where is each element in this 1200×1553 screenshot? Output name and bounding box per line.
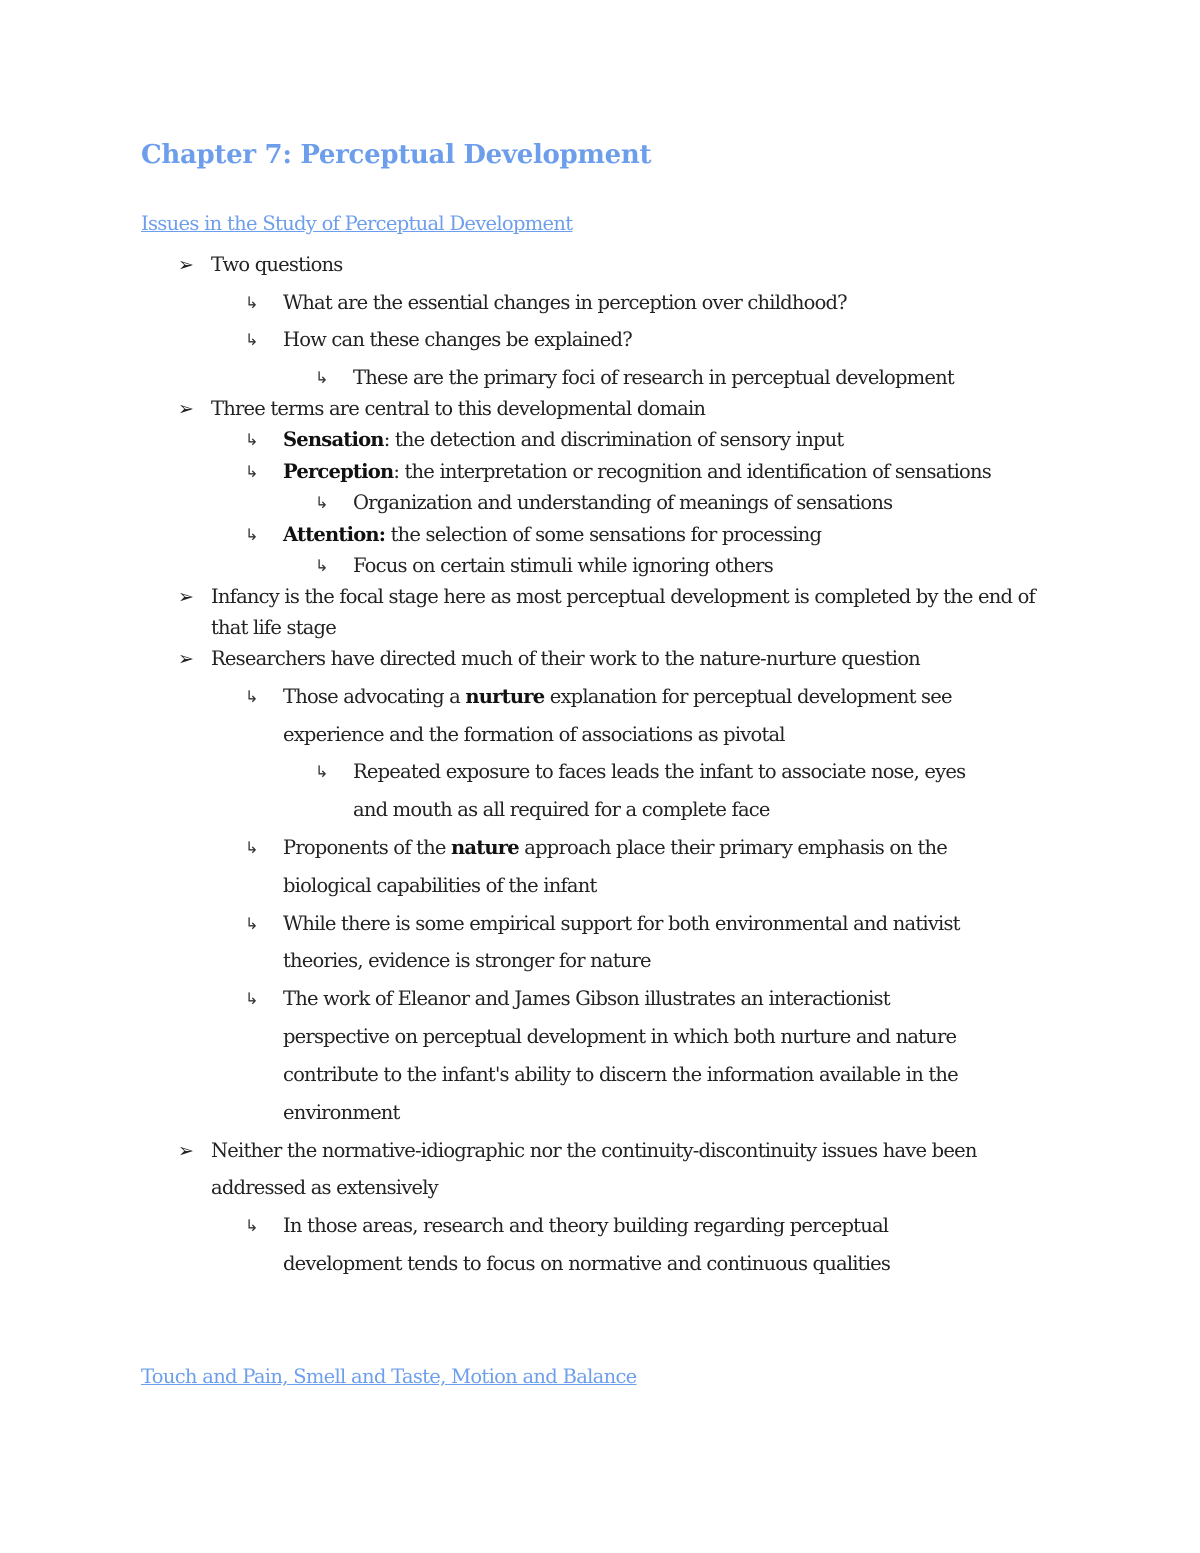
text-run: Proponents of the bbox=[283, 836, 451, 859]
list-item-continuation: environment bbox=[283, 1101, 400, 1124]
arrowhead-bullet-icon: ➢ bbox=[178, 254, 194, 276]
list-item-continuation: biological capabilities of the infant bbox=[283, 874, 597, 897]
list-item: Two questions bbox=[211, 253, 343, 276]
list-item bbox=[283, 459, 991, 485]
sub-arrow-icon: ↳ bbox=[315, 762, 329, 781]
list-item: While there is some empirical support for both environmental and nativist bbox=[283, 912, 960, 935]
list-item: These are the primary foci of research in perceptual development bbox=[353, 366, 954, 389]
term-perception: Perception bbox=[283, 460, 394, 483]
sub-arrow-icon: ↳ bbox=[315, 556, 329, 575]
section-heading-issues[interactable]: Issues in the Study of Perceptual Development bbox=[141, 212, 573, 235]
sub-arrow-icon: ↳ bbox=[315, 493, 329, 512]
term-definition: : the interpretation or recognition and identification of sensations bbox=[393, 460, 991, 483]
list-item: Researchers have directed much of their work to the nature-nurture question bbox=[211, 647, 920, 670]
sub-arrow-icon: ↳ bbox=[245, 430, 259, 449]
list-item bbox=[283, 835, 947, 861]
list-item-continuation: experience and the formation of associations as pivotal bbox=[283, 723, 785, 746]
term-definition: : the detection and discrimination of sensory input bbox=[383, 428, 844, 451]
list-item: Three terms are central to this developmental domain bbox=[211, 397, 706, 420]
arrowhead-bullet-icon: ➢ bbox=[178, 1140, 194, 1162]
list-item: Organization and understanding of meanings of sensations bbox=[353, 491, 893, 514]
text-run: approach place their primary emphasis on the bbox=[518, 836, 948, 859]
list-item: Infancy is the focal stage here as most perceptual development is completed by the end of bbox=[211, 585, 1035, 608]
text-run: explanation for perceptual development see bbox=[544, 685, 952, 708]
list-item bbox=[283, 522, 821, 548]
term-nurture: nurture bbox=[465, 685, 545, 708]
sub-arrow-icon: ↳ bbox=[245, 525, 259, 544]
list-item-continuation: contribute to the infant's ability to discern the information available in the bbox=[283, 1063, 958, 1086]
page-title: Chapter 7: Perceptual Development bbox=[141, 140, 652, 170]
arrowhead-bullet-icon: ➢ bbox=[178, 648, 194, 670]
list-item-continuation: theories, evidence is stronger for nature bbox=[283, 949, 651, 972]
section-heading-touch-pain[interactable]: Touch and Pain, Smell and Taste, Motion and Balance bbox=[141, 1365, 637, 1388]
sub-arrow-icon: ↳ bbox=[245, 462, 259, 481]
term-nature: nature bbox=[451, 836, 519, 859]
list-item bbox=[283, 684, 952, 710]
arrowhead-bullet-icon: ➢ bbox=[178, 586, 194, 608]
sub-arrow-icon: ↳ bbox=[245, 838, 259, 857]
text-run: Those advocating a bbox=[283, 685, 466, 708]
sub-arrow-icon: ↳ bbox=[315, 368, 329, 387]
list-item-continuation: that life stage bbox=[211, 616, 336, 639]
list-item-continuation: perspective on perceptual development in which both nurture and nature bbox=[283, 1025, 957, 1048]
sub-arrow-icon: ↳ bbox=[245, 914, 259, 933]
list-item: The work of Eleanor and James Gibson illustrates an interactionist bbox=[283, 987, 890, 1010]
term-attention: Attention: bbox=[283, 523, 386, 546]
list-item: Repeated exposure to faces leads the infant to associate nose, eyes bbox=[353, 760, 966, 783]
term-sensation: Sensation bbox=[283, 428, 384, 451]
term-definition: the selection of some sensations for processing bbox=[385, 523, 822, 546]
arrowhead-bullet-icon: ➢ bbox=[178, 398, 194, 420]
list-item-continuation: addressed as extensively bbox=[211, 1176, 438, 1199]
list-item: In those areas, research and theory building regarding perceptual bbox=[283, 1214, 889, 1237]
sub-arrow-icon: ↳ bbox=[245, 330, 259, 349]
list-item: How can these changes be explained? bbox=[283, 328, 632, 351]
sub-arrow-icon: ↳ bbox=[245, 989, 259, 1008]
list-item: Neither the normative-idiographic nor the continuity-discontinuity issues have been bbox=[211, 1139, 977, 1162]
list-item bbox=[283, 427, 843, 453]
sub-arrow-icon: ↳ bbox=[245, 687, 259, 706]
list-item: What are the essential changes in perception over childhood? bbox=[283, 291, 847, 314]
sub-arrow-icon: ↳ bbox=[245, 293, 259, 312]
list-item-continuation: and mouth as all required for a complete face bbox=[353, 798, 770, 821]
sub-arrow-icon: ↳ bbox=[245, 1216, 259, 1235]
list-item-continuation: development tends to focus on normative and continuous qualities bbox=[283, 1252, 891, 1275]
list-item: Focus on certain stimuli while ignoring others bbox=[353, 554, 773, 577]
